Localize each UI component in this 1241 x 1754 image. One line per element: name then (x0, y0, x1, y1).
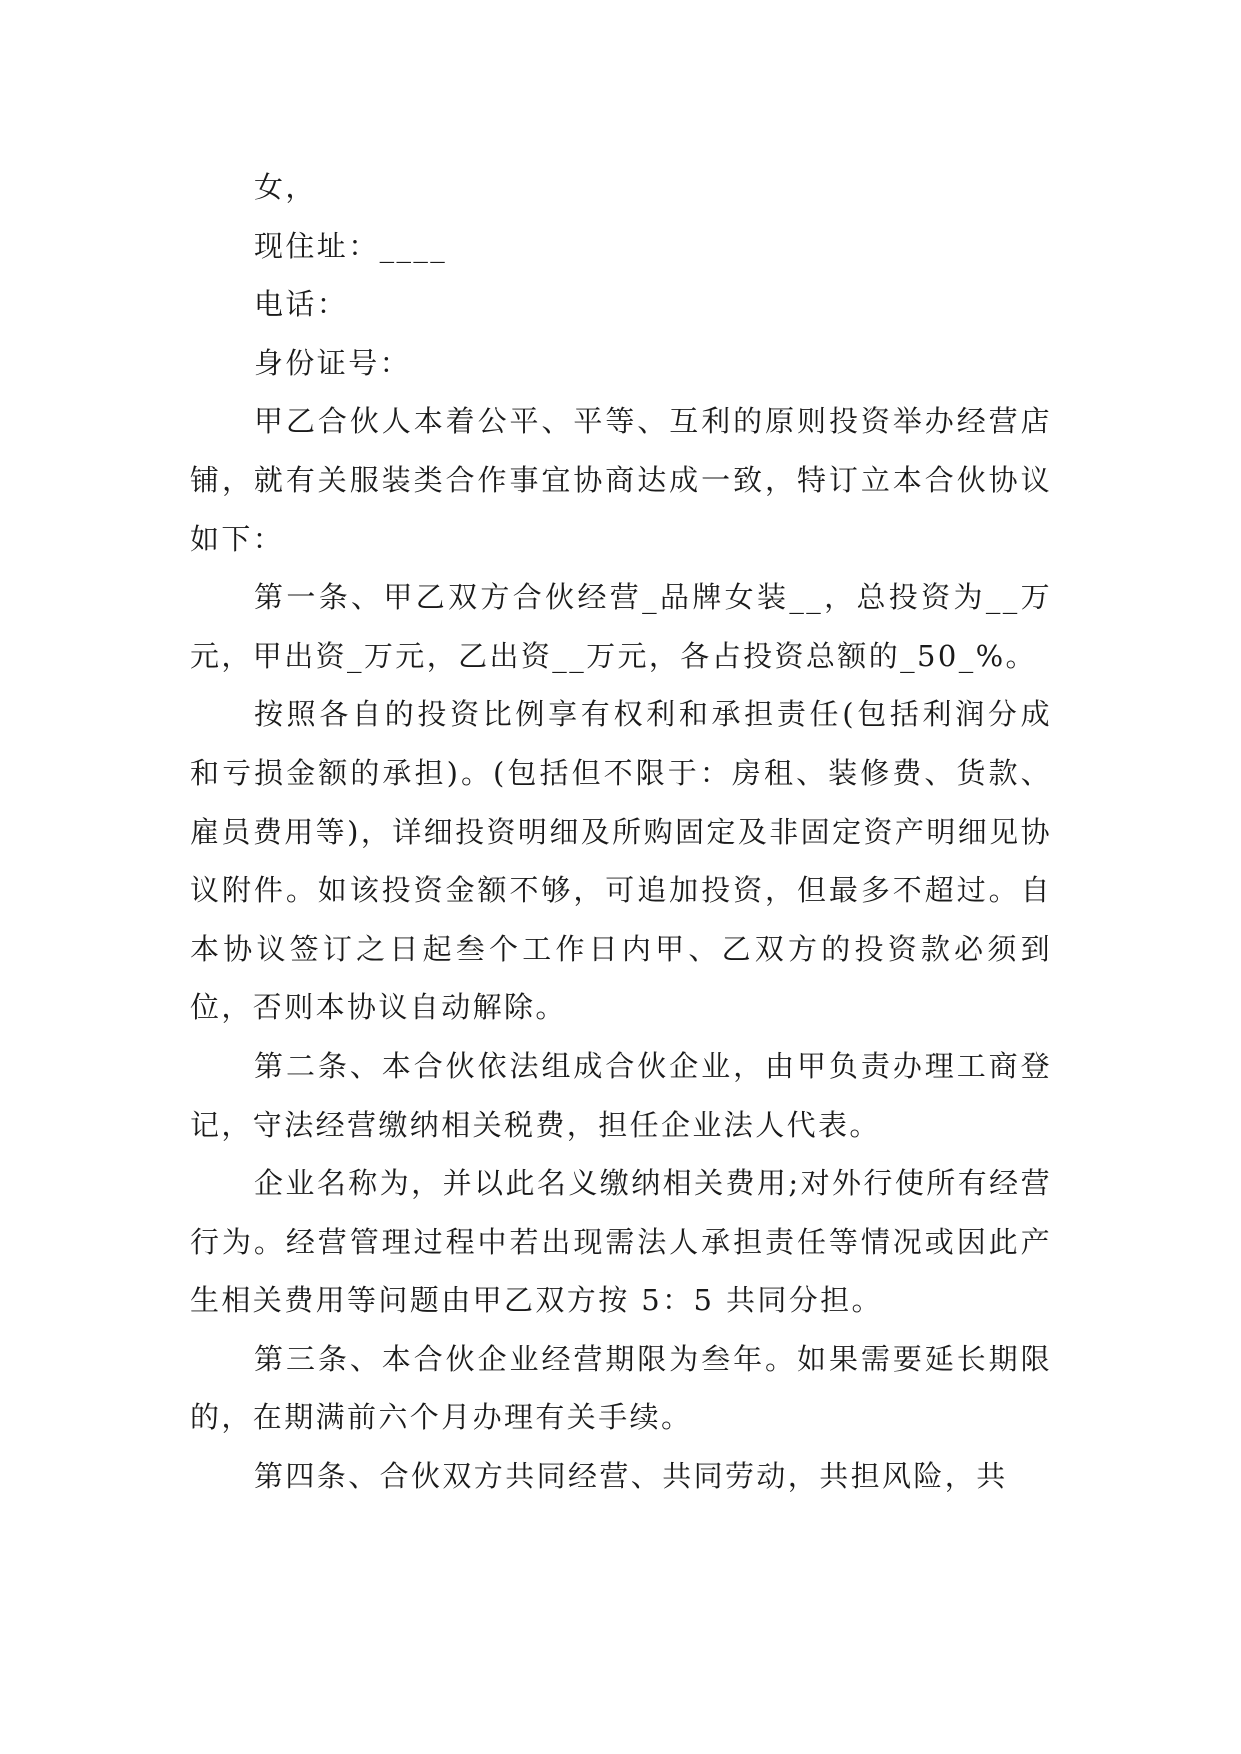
paragraph-gender: 女， (254, 170, 317, 204)
paragraph-article-1: 第一条、甲乙双方合伙经营_品牌女装__，总投资为__万元，甲出资_万元，乙出资__万元，各占投资总额的_50_%。 (190, 580, 1052, 673)
document-body (190, 158, 1052, 1506)
paragraph-address: 现住址：____ (254, 228, 448, 263)
paragraph-id-number: 身份证号： (254, 345, 412, 380)
paragraph-enterprise-name: 企业名称为，并以此名义缴纳相关费用;对外行使所有经营行为。经营管理过程中若出现需法人承担责任等情况或因此产生相关费用等问题由甲乙双方按 5：5 共同分担。 (190, 1166, 1052, 1318)
paragraph-article-4: 第四条、合伙双方共同经营、共同劳动，共担风险，共 (254, 1459, 1008, 1494)
paragraph-article-3: 第三条、本合伙企业经营期限为叁年。如果需要延长期限的，在期满前六个月办理有关手续。 (190, 1341, 1052, 1435)
paragraph-article-2: 第二条、本合伙依法组成合伙企业，由甲负责办理工商登记，守法经营缴纳相关税费，担任企业法人代表。 (190, 1048, 1052, 1142)
paragraph-preamble: 甲乙合伙人本着公平、平等、互利的原则投资举办经营店铺，就有关服装类合作事宜协商达成一致，特订立本合伙协议如下： (190, 404, 1052, 556)
paragraph-phone: 电话： (254, 287, 349, 322)
paragraph-rights-responsibilities: 按照各自的投资比例享有权利和承担责任(包括利润分成和亏损金额的承担)。(包括但不限于：房租、装修费、货款、雇员费用等)，详细投资明细及所购固定及非固定资产明细见协议附件。如该投资金额不够，可追加投资，但最多不超过。自本协议签订之日起叁个工作日内甲、乙双方的投资款必须到位，否则本协议自动解除。 (190, 697, 1052, 1025)
